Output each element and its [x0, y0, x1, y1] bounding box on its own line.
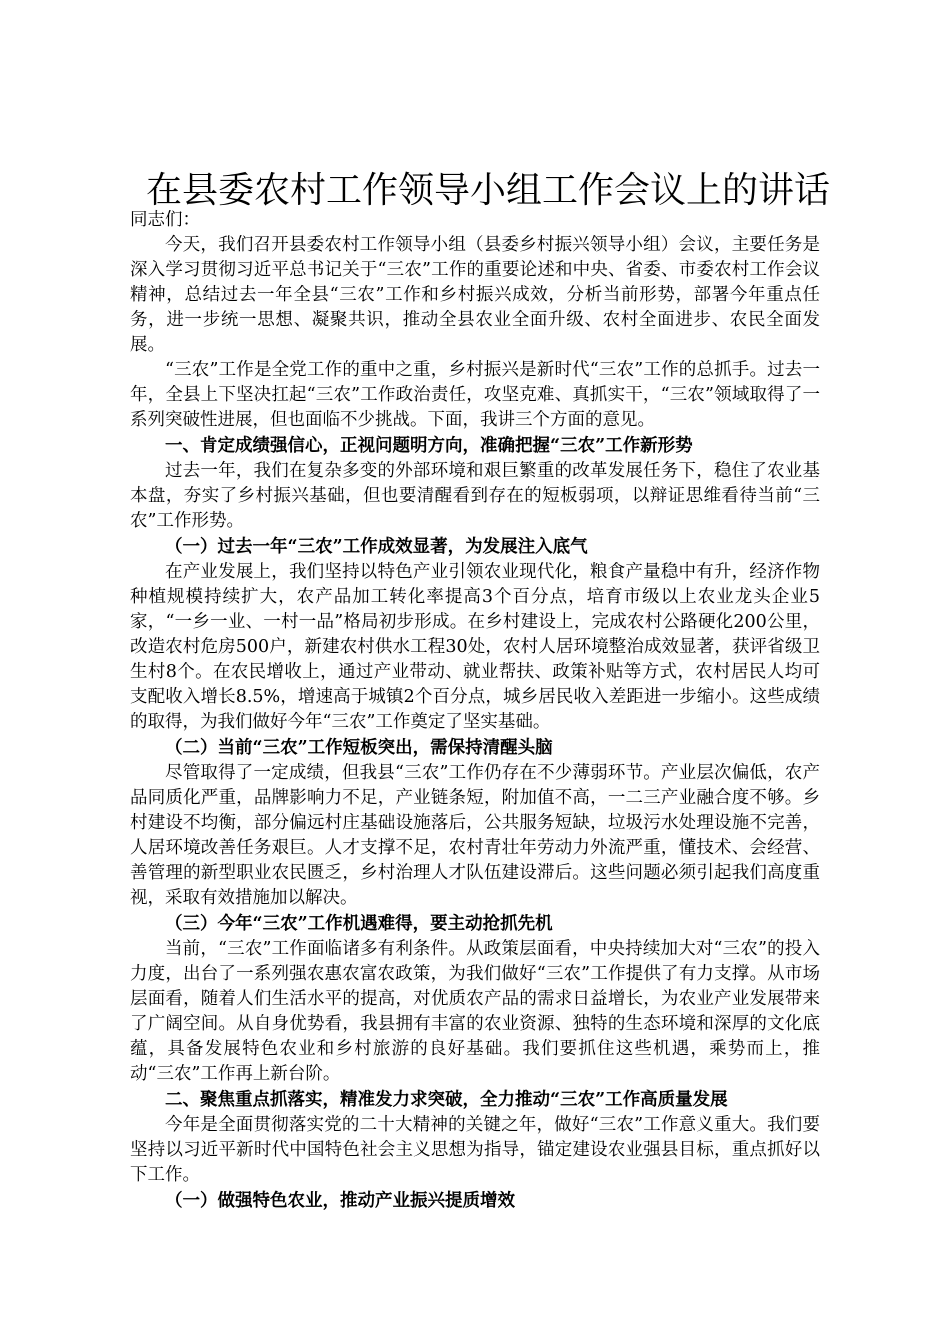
section-1-sub-2-text: 尽管取得了一定成绩，但我县“三农”工作仍存在不少薄弱环节。产业层次偏低，农产品同质化严重，品牌影响力不足，产业链条短，附加值不高，一二三产业融合度不够。乡村建设不均衡，部分偏远村庄基础设施落后，公共服务短缺，垃圾污水处理设施不完善，人居环境改善任务艰巨。人才支撑不足，农村青壮年劳动力外流严重，懂技术、会经营、善管理的新型职业农民匮乏，乡村治理人才队伍建设滞后。这些问题必须引起我们高度重视，采取有效措施加以解决。	[130, 763, 820, 908]
section-1-sub-1-text: 在产业发展上，我们坚持以特色产业引领农业现代化，粮食产量稳中有升，经济作物种植规模持续扩大，农产品加工转化率提高3个百分点，培育市级以上农业龙头企业5家，“一乡一业、一村一品”格局初步形成。在乡村建设上，完成农村公路硬化200公里，改造农村危房500户，新建农村供水工程30处，农村人居环境整治成效显著，获评省级卫生村8个。在农民增收上，通过产业带动、就业帮扶、政策补贴等方式，农村居民人均可支配收入增长8.5%，增速高于城镇2个百分点，城乡居民收入差距进一步缩小。这些成绩的取得，为我们做好今年“三农”工作奠定了坚实基础。	[130, 562, 820, 732]
section-1-sub-2-heading: （二）当前“三农”工作短板突出，需保持清醒头脑	[165, 738, 553, 758]
section-1-intro: 过去一年，我们在复杂多变的外部环境和艰巨繁重的改革发展任务下，稳住了农业基本盘，夯实了乡村振兴基础，但也要清醒看到存在的短板弱项，以辩证思维看待当前“三农”工作形势。	[130, 461, 820, 531]
section-1-heading: 一、肯定成绩强信心，正视问题明方向，准确把握“三农”工作新形势	[165, 436, 693, 456]
section-2-intro: 今年是全面贯彻落实党的二十大精神的关键之年，做好“三农”工作意义重大。我们要坚持以习近平新时代中国特色社会主义思想为指导，锚定建设农业强县目标，重点抓好以下工作。	[130, 1115, 820, 1185]
intro-paragraph-1: 今天，我们召开县委农村工作领导小组（县委乡村振兴领导小组）会议，主要任务是深入学习贯彻习近平总书记关于“三农”工作的重要论述和中央、省委、市委农村工作会议精神，总结过去一年全县“三农”工作和乡村振兴成效，分析当前形势，部署今年重点任务，进一步统一思想、凝聚共识，推动全县农业全面升级、农村全面进步、农民全面发展。	[130, 235, 820, 355]
section-2-sub-1-heading: （一）做强特色农业，推动产业振兴提质增效	[165, 1191, 515, 1211]
section-1-sub-3-text: 当前，“三农”工作面临诸多有利条件。从政策层面看，中央持续加大对“三农”的投入力度，出台了一系列强农惠农富农政策，为我们做好“三农”工作提供了有力支撑。从市场层面看，随着人们生活水平的提高，对优质农产品的需求日益增长，为农业产业发展带来了广阔空间。从自身优势看，我县拥有丰富的农业资源、独特的生态环境和深厚的文化底蕴，具备发展特色农业和乡村旅游的良好基础。我们要抓住这些机遇，乘势而上，推动“三农”工作再上新台阶。	[130, 939, 820, 1084]
salutation: 同志们：	[130, 210, 200, 230]
intro-paragraph-2: “三农”工作是全党工作的重中之重，乡村振兴是新时代“三农”工作的总抓手。过去一年，全县上下坚决扛起“三农”工作政治责任，攻坚克难、真抓实干，“三农”领域取得了一系列突破性进展，但也面临不少挑战。下面，我讲三个方面的意见。	[130, 360, 820, 430]
section-1-sub-3-heading: （三）今年“三农”工作机遇难得，要主动抢抓先机	[165, 914, 553, 934]
section-2-heading: 二、聚焦重点抓落实，精准发力求突破，全力推动“三农”工作高质量发展	[165, 1090, 728, 1110]
section-1-sub-1-heading: （一）过去一年“三农”工作成效显著，为发展注入底气	[165, 537, 588, 557]
document-title: 在县委农村工作领导小组工作会议上的讲话	[146, 170, 831, 211]
document-page	[130, 168, 831, 1214]
